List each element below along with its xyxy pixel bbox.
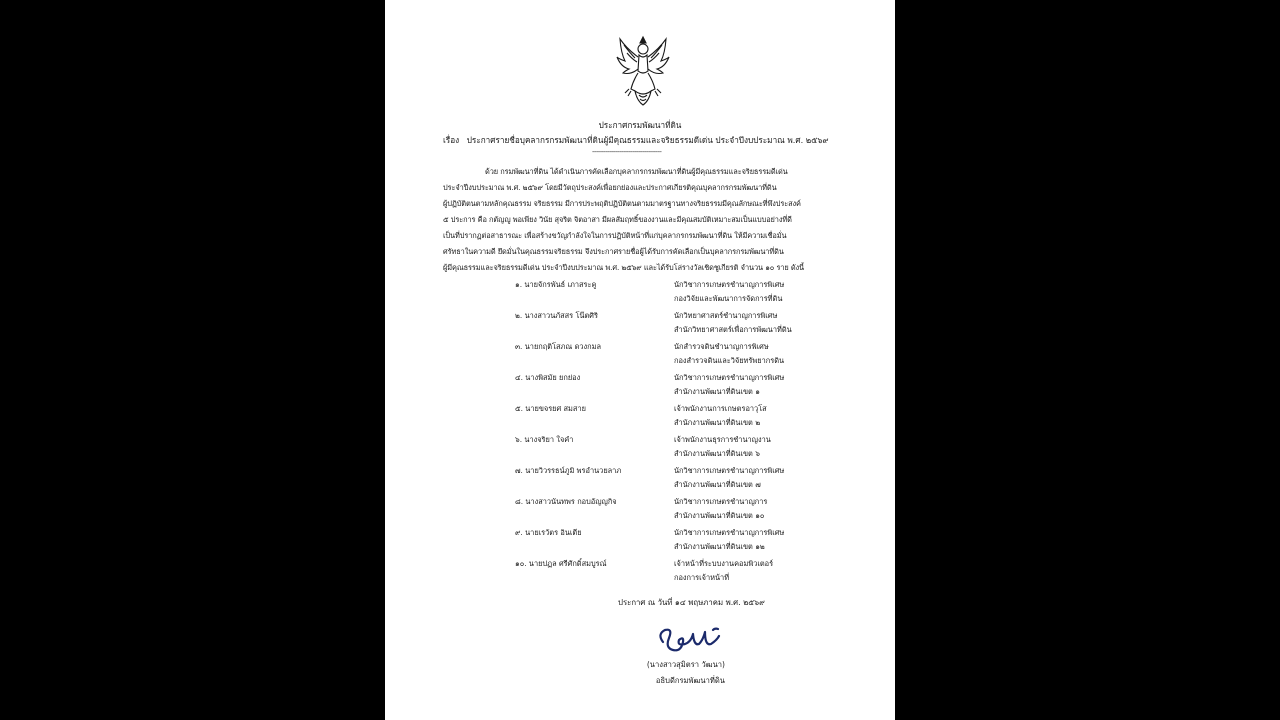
recipient-department: สำนักงานพัฒนาที่ดินเขต ๑ bbox=[674, 387, 760, 396]
recipient-row bbox=[385, 527, 895, 559]
recipient-department: สำนักงานพัฒนาที่ดินเขต ๑๒ bbox=[674, 542, 765, 551]
recipient-department: สำนักงานพัฒนาที่ดินเขต ๒ bbox=[674, 418, 761, 427]
recipient-department: สำนักงานพัฒนาที่ดินเขต ๑๐ bbox=[674, 511, 765, 520]
recipient-name: ๕. นายขจรยศ สมสาย bbox=[515, 404, 586, 413]
recipient-position: เจ้าหน้าที่ระบบงานคอมพิวเตอร์ bbox=[674, 559, 774, 568]
recipient-name: ๔. นางพิสมัย ยกย่อง bbox=[515, 373, 581, 382]
body-line: ผู้มีคุณธรรมและจริยธรรมดีเด่น ประจำปีงบประมาณ พ.ศ. ๒๕๖๙ และได้รับโล่รางวัลเชิดชูเกียรติ จำนวน ๑๐ ราย ดังนี้ bbox=[443, 263, 805, 272]
garuda-emblem-icon bbox=[615, 33, 671, 107]
recipient-row bbox=[385, 558, 895, 590]
recipient-position: นักวิชาการเกษตรชำนาญการพิเศษ bbox=[674, 280, 785, 289]
recipient-position: นักสำรวจดินชำนาญการพิเศษ bbox=[674, 342, 769, 351]
recipient-row bbox=[385, 434, 895, 466]
recipient-name: ๑๐. นายปฏล ศรีศักดิ์สมบูรณ์ bbox=[515, 559, 607, 568]
recipient-row bbox=[385, 341, 895, 373]
recipient-position: นักวิทยาศาสตร์ชำนาญการพิเศษ bbox=[674, 311, 778, 320]
subject-lead: เรื่อง bbox=[443, 135, 460, 145]
signer-name: (นางสาวสุมิตรา วัฒนา) bbox=[646, 660, 725, 669]
recipient-name: ๒. นางสาวนภัสสร โน๊ตศิริ bbox=[515, 311, 598, 320]
recipient-name: ๖. นางจริยา ใจคำ bbox=[515, 435, 574, 444]
recipient-department: สำนักวิทยาศาสตร์เพื่อการพัฒนาที่ดิน bbox=[674, 325, 792, 334]
recipient-row bbox=[385, 403, 895, 435]
recipient-department: กองสำรวจดินและวิจัยทรัพยากรดิน bbox=[674, 356, 785, 365]
recipient-name: ๓. นายกฤติโสภณ ดวงกมล bbox=[515, 342, 602, 351]
recipient-name: ๘. นางสาวนันทพร กอบอัญญกิจ bbox=[515, 497, 617, 506]
document-subject bbox=[443, 134, 829, 147]
recipient-position: นักวิชาการเกษตรชำนาญการ bbox=[674, 497, 768, 506]
body-line: เป็นที่ปรากฏต่อสาธารณะ เพื่อสร้างขวัญกำลังใจในการปฏิบัติหน้าที่แก่บุคลากรกรมพัฒนาที่ดิน ให้มีความเชื่อมั่น bbox=[443, 231, 787, 240]
recipient-name: ๗. นายวิวรรธน์ภูมิ พรอำนวยลาภ bbox=[515, 466, 622, 475]
recipient-position: เจ้าพนักงานการเกษตรอาวุโส bbox=[674, 404, 767, 413]
recipient-department: กองการเจ้าหน้าที่ bbox=[674, 573, 730, 582]
body-line: ศรัทธาในความดี ยึดมั่นในคุณธรรมจริยธรรม จึงประกาศรายชื่อผู้ได้รับการคัดเลือกเป็นบุคลากรกรมพัฒนาที่ดิน bbox=[443, 247, 784, 256]
signer-title: อธิบดีกรมพัฒนาที่ดิน bbox=[655, 676, 725, 685]
recipient-position: นักวิชาการเกษตรชำนาญการพิเศษ bbox=[674, 528, 785, 537]
body-line: ประจำปีงบประมาณ พ.ศ. ๒๕๖๙ โดยมีวัตถุประสงค์เพื่อยกย่องและประกาศเกียรติคุณบุคลากรกรมพัฒนาที่ดิน bbox=[443, 183, 777, 192]
announcement-date: ประกาศ ณ วันที่ ๑๔ พฤษภาคม พ.ศ. ๒๕๖๙ bbox=[618, 598, 765, 607]
recipient-department: สำนักงานพัฒนาที่ดินเขต ๗ bbox=[674, 480, 761, 489]
recipient-position: นักวิชาการเกษตรชำนาญการพิเศษ bbox=[674, 373, 785, 382]
recipient-name: ๑. นายจักรพันธ์ เภาสระคู bbox=[515, 280, 597, 289]
recipient-row bbox=[385, 372, 895, 404]
recipient-name: ๙. นายเรวัตร อินเตีย bbox=[515, 528, 582, 537]
recipient-department: สำนักงานพัฒนาที่ดินเขต ๖ bbox=[674, 449, 760, 458]
body-line: ๕ ประการ คือ กตัญญู พอเพียง วินัย สุจริต จิตอาสา มีผลสัมฤทธิ์ของงานและมีคุณสมบัติเหมาะสมเป็นแบบอย่างที่ดี bbox=[443, 215, 792, 224]
signature-icon bbox=[653, 622, 733, 658]
divider: ------------------------------------ bbox=[592, 148, 662, 156]
recipient-row bbox=[385, 279, 895, 311]
recipient-department: กองวิจัยและพัฒนาการจัดการที่ดิน bbox=[674, 294, 783, 303]
recipient-row bbox=[385, 496, 895, 528]
recipient-position: นักวิชาการเกษตรชำนาญการพิเศษ bbox=[674, 466, 785, 475]
recipient-row bbox=[385, 310, 895, 342]
body-line: ผู้ปฏิบัติตนตามหลักคุณธรรม จริยธรรม มีการประพฤติปฏิบัติตนตามมาตรฐานทางจริยธรรมมีคุณลักษณะที่พึงประสงค์ bbox=[443, 199, 801, 208]
document-page bbox=[385, 0, 895, 720]
subject-text: ประกาศรายชื่อบุคลากรกรมพัฒนาที่ดินผู้มีคุณธรรมและจริยธรรมดีเด่น ประจำปีงบประมาณ พ.ศ. ๒๕๖๙ bbox=[466, 135, 829, 145]
recipient-row bbox=[385, 465, 895, 497]
document-title: ประกาศกรมพัฒนาที่ดิน bbox=[598, 120, 682, 130]
recipient-position: เจ้าพนักงานธุรการชำนาญงาน bbox=[674, 435, 771, 444]
body-line: ด้วย กรมพัฒนาที่ดิน ได้ดำเนินการคัดเลือกบุคลากรกรมพัฒนาที่ดินผู้มีคุณธรรมและจริยธรรมดีเด่น bbox=[485, 167, 788, 176]
